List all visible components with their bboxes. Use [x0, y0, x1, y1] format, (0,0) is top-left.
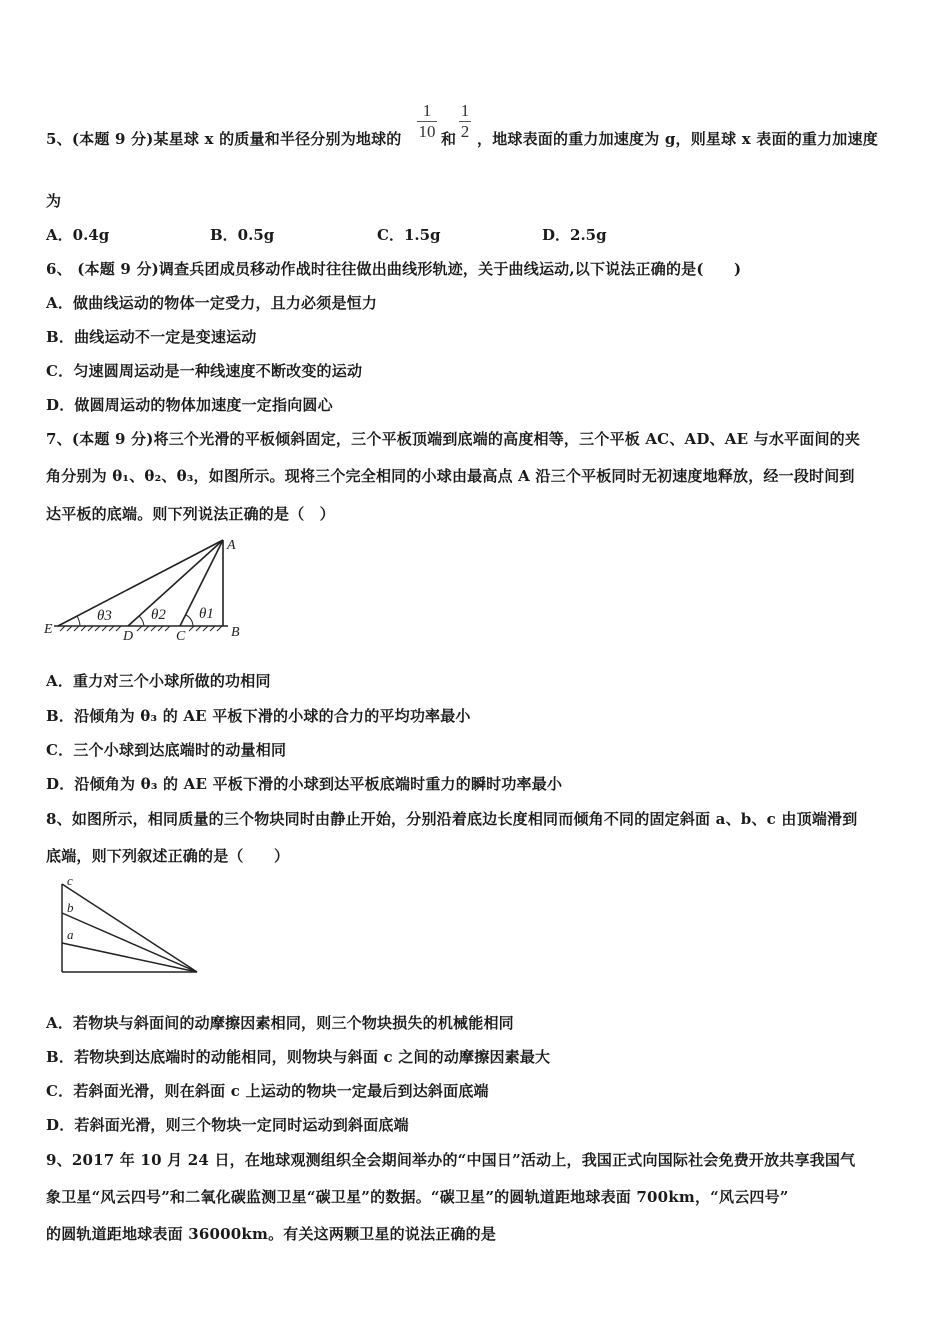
- label-theta-3: θ3: [97, 608, 112, 624]
- q7-stem-line-3: 达平板的底端。则下列说法正确的是（ ）: [46, 505, 335, 523]
- q8-stem-line-1: 8、如图所示，相同质量的三个物块同时由静止开始，分别沿着底边长度相同而倾角不同的固定斜面 a、b、c 由顶端滑到: [46, 810, 858, 828]
- q5-text-b: ，地球表面的重力加速度为 g，则星球 x 表面的重力加速度: [477, 130, 878, 148]
- label-a: A: [227, 538, 236, 553]
- label-d: D: [123, 629, 134, 644]
- q6-option-b: B．曲线运动不一定是变速运动: [46, 328, 257, 346]
- q9-line-1: 9、2017 年 10 月 24 日，在地球观测组织全会期间举办的“中国日”活动上，我国正式向国际社会免费开放共享我国气: [46, 1151, 856, 1169]
- q7-stem-line-2: 角分别为 θ₁、θ₂、θ₃，如图所示。现将三个完全相同的小球由最高点 A 沿三个平板同时无初速度地释放，经一段时间到: [46, 467, 855, 485]
- three-slopes-figure: [56, 872, 206, 977]
- q5-and: 和: [441, 130, 457, 148]
- fraction-denominator: 10: [418, 122, 436, 141]
- q9-line-2: 象卫星“风云四号”和二氧化碳监测卫星“碳卫星”的数据。“碳卫星”的圆轨道距地球表面 700km，“风云四号”: [46, 1188, 789, 1206]
- q5-text-c: 为: [46, 192, 62, 210]
- q5-option-b: B．0.5g: [210, 226, 275, 244]
- label-b: b: [67, 900, 74, 915]
- fraction-one-tenth: [417, 102, 437, 141]
- q6-option-d: D．做圆周运动的物体加速度一定指向圆心: [46, 396, 333, 414]
- inclined-planes-figure: [40, 532, 255, 644]
- q5-option-d: D．2.5g: [542, 226, 607, 244]
- label-theta-1: θ1: [199, 606, 214, 622]
- q5-option-c: C．1.5g: [377, 226, 441, 244]
- q7-option-a: A．重力对三个小球所做的功相同: [46, 672, 271, 690]
- q5-text-a: 5、(本题 9 分)某星球 x 的质量和半径分别为地球的: [46, 130, 402, 148]
- label-e: E: [44, 622, 53, 637]
- q8-option-a: A．若物块与斜面间的动摩擦因素相同，则三个物块损失的机械能相同: [46, 1014, 514, 1032]
- fraction-numerator: 1: [422, 101, 432, 120]
- q7-stem-line-1: 7、(本题 9 分)将三个光滑的平板倾斜固定，三个平板顶端到底端的高度相等，三个平板 AC、AD、AE 与水平面间的夹: [46, 430, 861, 448]
- label-a: a: [67, 927, 74, 942]
- q6-stem: 6、 (本题 9 分)调查兵团成员移动作战时往往做出曲线形轨迹，关于曲线运动,以下说法正确的是( ): [46, 260, 742, 278]
- q5-option-a: A．0.4g: [46, 226, 110, 244]
- fraction-denominator: 2: [460, 122, 470, 141]
- q7-option-c: C．三个小球到达底端时的动量相同: [46, 741, 287, 759]
- q8-stem-line-2: 底端，则下列叙述正确的是（ ）: [46, 847, 290, 865]
- q8-option-c: C．若斜面光滑，则在斜面 c 上运动的物块一定最后到达斜面底端: [46, 1082, 489, 1100]
- q8-option-b: B．若物块到达底端时的动能相同，则物块与斜面 c 之间的动摩擦因素最大: [46, 1048, 551, 1066]
- q7-option-d: D．沿倾角为 θ₃ 的 AE 平板下滑的小球到达平板底端时重力的瞬时功率最小: [46, 775, 563, 793]
- slope-a: [62, 943, 197, 972]
- q6-option-c: C．匀速圆周运动是一种线速度不断改变的运动: [46, 362, 363, 380]
- slope-c: [62, 884, 197, 972]
- label-theta-2: θ2: [151, 607, 166, 623]
- slope-b: [62, 913, 197, 972]
- fraction-one-half: [459, 102, 471, 141]
- q6-option-a: A．做曲线运动的物体一定受力，且力必须是恒力: [46, 294, 378, 312]
- label-c: C: [176, 629, 186, 644]
- q7-option-b: B．沿倾角为 θ₃ 的 AE 平板下滑的小球的合力的平均功率最小: [46, 707, 471, 725]
- label-b: B: [231, 625, 240, 640]
- label-c: c: [67, 873, 73, 888]
- q9-line-3: 的圆轨道距地球表面 36000km。有关这两颗卫星的说法正确的是: [46, 1225, 497, 1243]
- q8-option-d: D．若斜面光滑，则三个物块一定同时运动到斜面底端: [46, 1116, 409, 1134]
- fraction-numerator: 1: [460, 101, 470, 120]
